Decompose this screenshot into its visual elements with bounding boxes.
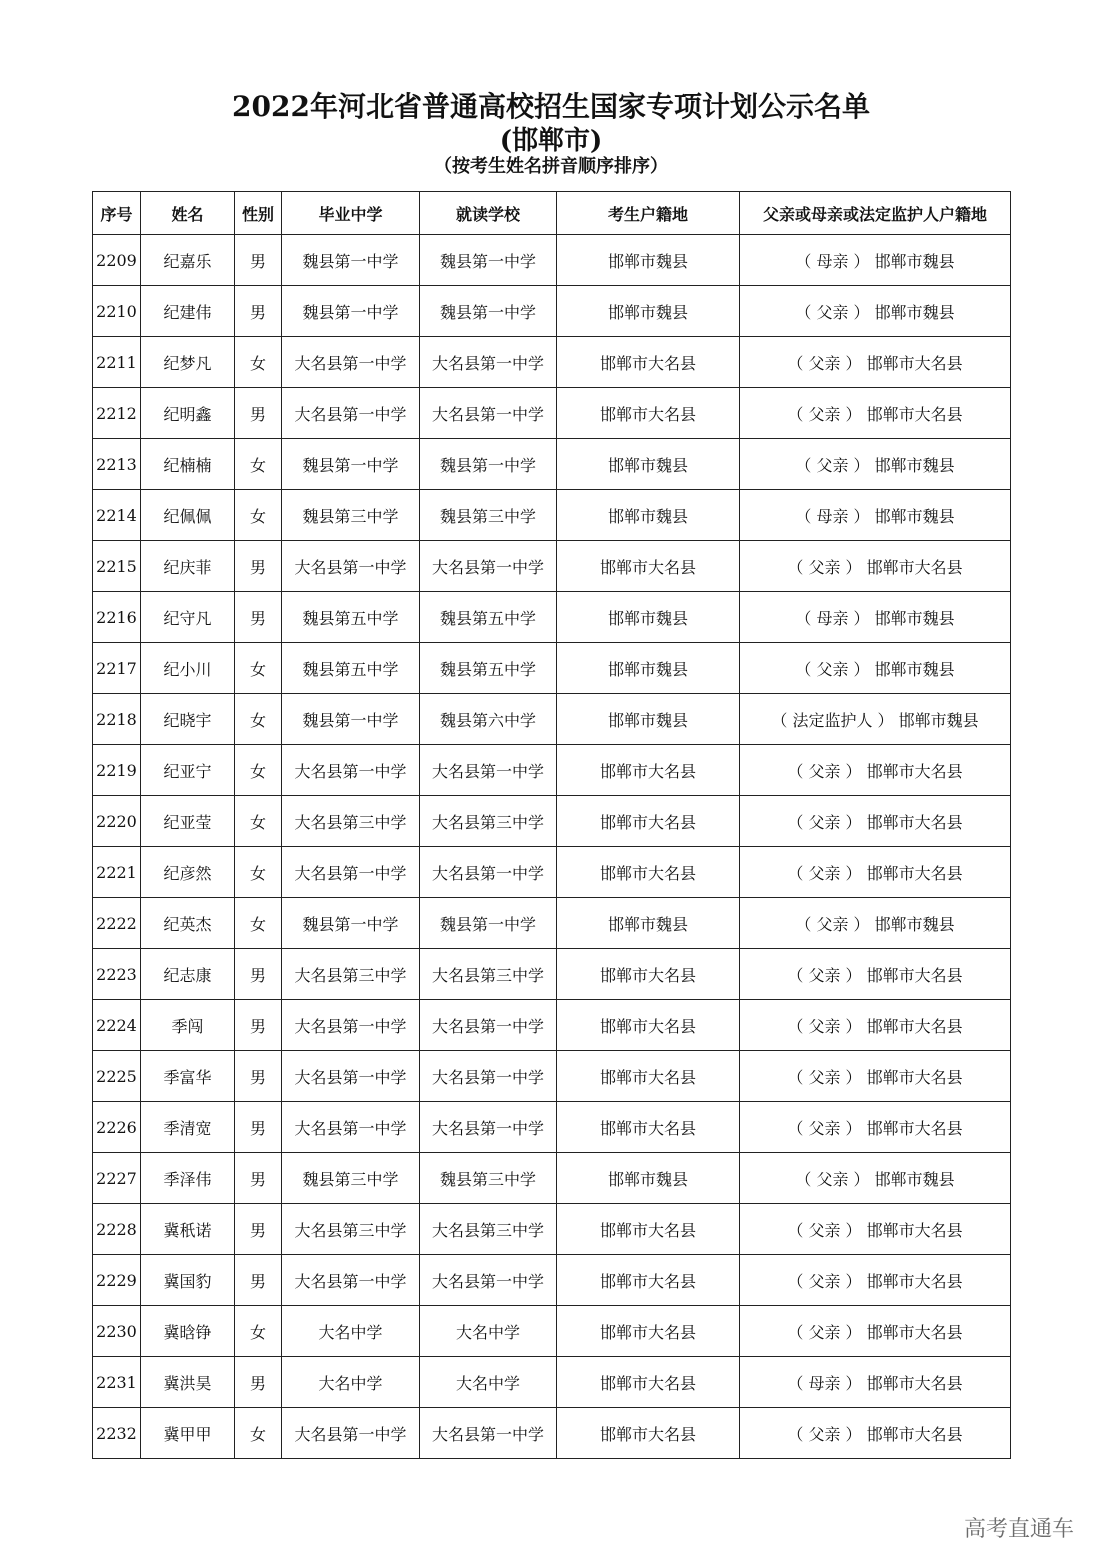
cell-index: 2225 — [93, 1051, 141, 1102]
cell-name: 纪亚莹 — [141, 796, 235, 847]
cell-index: 2210 — [93, 286, 141, 337]
cell-gender: 女 — [235, 694, 282, 745]
cell-graduated-school: 魏县第三中学 — [282, 1153, 420, 1204]
table-row — [93, 286, 1011, 337]
cell-graduated-school: 魏县第五中学 — [282, 592, 420, 643]
cell-gender: 男 — [235, 949, 282, 1000]
cell-index: 2215 — [93, 541, 141, 592]
cell-current-school: 魏县第六中学 — [420, 694, 557, 745]
cell-guardian-residence: （ 母亲 ） 邯郸市魏县 — [740, 592, 1011, 643]
cell-graduated-school: 大名县第一中学 — [282, 388, 420, 439]
cell-name: 纪嘉乐 — [141, 235, 235, 286]
cell-gender: 男 — [235, 1153, 282, 1204]
cell-gender: 女 — [235, 1306, 282, 1357]
cell-student-residence: 邯郸市魏县 — [557, 694, 740, 745]
cell-name: 季清宽 — [141, 1102, 235, 1153]
table-row — [93, 745, 1011, 796]
cell-student-residence: 邯郸市大名县 — [557, 1306, 740, 1357]
table-row — [93, 796, 1011, 847]
cell-graduated-school: 魏县第五中学 — [282, 643, 420, 694]
cell-graduated-school: 大名中学 — [282, 1306, 420, 1357]
cell-guardian-residence: （ 父亲 ） 邯郸市魏县 — [740, 1153, 1011, 1204]
cell-graduated-school: 大名中学 — [282, 1357, 420, 1408]
header-graduated-school: 毕业中学 — [282, 192, 420, 235]
cell-index: 2220 — [93, 796, 141, 847]
cell-gender: 男 — [235, 1000, 282, 1051]
cell-gender: 女 — [235, 796, 282, 847]
cell-graduated-school: 魏县第一中学 — [282, 694, 420, 745]
cell-guardian-residence: （ 父亲 ） 邯郸市大名县 — [740, 949, 1011, 1000]
cell-name: 纪庆菲 — [141, 541, 235, 592]
cell-index: 2224 — [93, 1000, 141, 1051]
cell-current-school: 大名县第一中学 — [420, 1255, 557, 1306]
cell-student-residence: 邯郸市魏县 — [557, 490, 740, 541]
cell-name: 纪英杰 — [141, 898, 235, 949]
cell-gender: 女 — [235, 898, 282, 949]
cell-name: 冀秖诺 — [141, 1204, 235, 1255]
cell-graduated-school: 大名县第一中学 — [282, 847, 420, 898]
table-row — [93, 1255, 1011, 1306]
cell-guardian-residence: （ 母亲 ） 邯郸市魏县 — [740, 490, 1011, 541]
cell-index: 2214 — [93, 490, 141, 541]
cell-graduated-school: 大名县第一中学 — [282, 541, 420, 592]
cell-student-residence: 邯郸市魏县 — [557, 286, 740, 337]
cell-current-school: 大名县第一中学 — [420, 337, 557, 388]
cell-gender: 女 — [235, 439, 282, 490]
watermark: 高考直通车 — [963, 1517, 1074, 1542]
table-body — [93, 235, 1011, 1459]
cell-current-school: 大名县第三中学 — [420, 1204, 557, 1255]
cell-current-school: 大名县第一中学 — [420, 1408, 557, 1459]
cell-graduated-school: 魏县第三中学 — [282, 490, 420, 541]
cell-index: 2213 — [93, 439, 141, 490]
cell-index: 2229 — [93, 1255, 141, 1306]
cell-index: 2226 — [93, 1102, 141, 1153]
cell-graduated-school: 魏县第一中学 — [282, 235, 420, 286]
cell-current-school: 魏县第一中学 — [420, 898, 557, 949]
cell-guardian-residence: （ 父亲 ） 邯郸市大名县 — [740, 1255, 1011, 1306]
cell-student-residence: 邯郸市魏县 — [557, 898, 740, 949]
cell-gender: 男 — [235, 286, 282, 337]
cell-index: 2212 — [93, 388, 141, 439]
cell-graduated-school: 大名县第一中学 — [282, 1102, 420, 1153]
cell-index: 2211 — [93, 337, 141, 388]
cell-student-residence: 邯郸市魏县 — [557, 1153, 740, 1204]
cell-gender: 女 — [235, 745, 282, 796]
cell-student-residence: 邯郸市大名县 — [557, 796, 740, 847]
header-current-school: 就读学校 — [420, 192, 557, 235]
cell-student-residence: 邯郸市大名县 — [557, 1051, 740, 1102]
cell-student-residence: 邯郸市大名县 — [557, 1408, 740, 1459]
table-row — [93, 490, 1011, 541]
cell-student-residence: 邯郸市大名县 — [557, 1357, 740, 1408]
cell-graduated-school: 大名县第一中学 — [282, 337, 420, 388]
cell-index: 2217 — [93, 643, 141, 694]
cell-guardian-residence: （ 父亲 ） 邯郸市大名县 — [740, 1306, 1011, 1357]
cell-current-school: 大名中学 — [420, 1306, 557, 1357]
cell-gender: 女 — [235, 490, 282, 541]
cell-name: 纪彦然 — [141, 847, 235, 898]
cell-graduated-school: 魏县第一中学 — [282, 898, 420, 949]
cell-name: 纪小川 — [141, 643, 235, 694]
cell-guardian-residence: （ 父亲 ） 邯郸市大名县 — [740, 1102, 1011, 1153]
cell-guardian-residence: （ 父亲 ） 邯郸市大名县 — [740, 388, 1011, 439]
cell-gender: 女 — [235, 337, 282, 388]
cell-guardian-residence: （ 父亲 ） 邯郸市魏县 — [740, 898, 1011, 949]
cell-current-school: 大名县第一中学 — [420, 541, 557, 592]
cell-graduated-school: 大名县第三中学 — [282, 949, 420, 1000]
cell-gender: 男 — [235, 1357, 282, 1408]
cell-current-school: 大名县第一中学 — [420, 1102, 557, 1153]
cell-guardian-residence: （ 父亲 ） 邯郸市魏县 — [740, 643, 1011, 694]
cell-graduated-school: 大名县第一中学 — [282, 1408, 420, 1459]
table-row — [93, 643, 1011, 694]
cell-gender: 男 — [235, 592, 282, 643]
table-row — [93, 1102, 1011, 1153]
cell-name: 纪楠楠 — [141, 439, 235, 490]
cell-student-residence: 邯郸市大名县 — [557, 388, 740, 439]
cell-gender: 男 — [235, 1051, 282, 1102]
cell-name: 纪明鑫 — [141, 388, 235, 439]
cell-current-school: 大名中学 — [420, 1357, 557, 1408]
cell-guardian-residence: （ 父亲 ） 邯郸市魏县 — [740, 439, 1011, 490]
cell-guardian-residence: （ 父亲 ） 邯郸市大名县 — [740, 745, 1011, 796]
cell-guardian-residence: （ 父亲 ） 邯郸市大名县 — [740, 796, 1011, 847]
cell-current-school: 大名县第一中学 — [420, 847, 557, 898]
cell-current-school: 魏县第一中学 — [420, 439, 557, 490]
cell-graduated-school: 大名县第三中学 — [282, 796, 420, 847]
cell-current-school: 魏县第一中学 — [420, 235, 557, 286]
cell-guardian-residence: （ 父亲 ） 邯郸市大名县 — [740, 1204, 1011, 1255]
document-title: 2022年河北省普通高校招生国家专项计划公示名单 — [232, 90, 870, 123]
cell-name: 纪晓宇 — [141, 694, 235, 745]
cell-guardian-residence: （ 母亲 ） 邯郸市魏县 — [740, 235, 1011, 286]
header-guardian-residence: 父亲或母亲或法定监护人户籍地 — [740, 192, 1011, 235]
header-student-residence: 考生户籍地 — [557, 192, 740, 235]
cell-name: 纪建伟 — [141, 286, 235, 337]
cell-index: 2218 — [93, 694, 141, 745]
cell-graduated-school: 大名县第一中学 — [282, 1255, 420, 1306]
cell-current-school: 魏县第五中学 — [420, 643, 557, 694]
table-row — [93, 541, 1011, 592]
cell-index: 2231 — [93, 1357, 141, 1408]
cell-graduated-school: 魏县第一中学 — [282, 286, 420, 337]
cell-gender: 男 — [235, 1102, 282, 1153]
cell-student-residence: 邯郸市魏县 — [557, 643, 740, 694]
cell-guardian-residence: （ 父亲 ） 邯郸市大名县 — [740, 847, 1011, 898]
header-name: 姓名 — [141, 192, 235, 235]
cell-index: 2223 — [93, 949, 141, 1000]
table-row — [93, 847, 1011, 898]
cell-gender: 女 — [235, 643, 282, 694]
roster-table — [92, 191, 1011, 1459]
cell-guardian-residence: （ 法定监护人 ） 邯郸市魏县 — [740, 694, 1011, 745]
cell-student-residence: 邯郸市大名县 — [557, 1000, 740, 1051]
cell-index: 2222 — [93, 898, 141, 949]
table-row — [93, 1306, 1011, 1357]
table-row — [93, 388, 1011, 439]
cell-name: 季富华 — [141, 1051, 235, 1102]
cell-student-residence: 邯郸市大名县 — [557, 949, 740, 1000]
cell-gender: 女 — [235, 847, 282, 898]
cell-name: 纪佩佩 — [141, 490, 235, 541]
table-row — [93, 1000, 1011, 1051]
cell-current-school: 大名县第三中学 — [420, 949, 557, 1000]
table-row — [93, 1357, 1011, 1408]
cell-guardian-residence: （ 父亲 ） 邯郸市大名县 — [740, 541, 1011, 592]
cell-student-residence: 邯郸市大名县 — [557, 847, 740, 898]
table-row — [93, 592, 1011, 643]
cell-name: 纪梦凡 — [141, 337, 235, 388]
cell-name: 季泽伟 — [141, 1153, 235, 1204]
cell-student-residence: 邯郸市魏县 — [557, 235, 740, 286]
cell-guardian-residence: （ 父亲 ） 邯郸市大名县 — [740, 1408, 1011, 1459]
header-index: 序号 — [93, 192, 141, 235]
cell-gender: 男 — [235, 235, 282, 286]
cell-student-residence: 邯郸市大名县 — [557, 1204, 740, 1255]
cell-current-school: 大名县第一中学 — [420, 745, 557, 796]
cell-index: 2230 — [93, 1306, 141, 1357]
cell-index: 2228 — [93, 1204, 141, 1255]
table-row — [93, 1408, 1011, 1459]
table-row — [93, 235, 1011, 286]
cell-gender: 男 — [235, 388, 282, 439]
cell-name: 纪亚宁 — [141, 745, 235, 796]
cell-graduated-school: 大名县第一中学 — [282, 1000, 420, 1051]
cell-current-school: 魏县第五中学 — [420, 592, 557, 643]
cell-name: 冀甲甲 — [141, 1408, 235, 1459]
cell-guardian-residence: （ 父亲 ） 邯郸市魏县 — [740, 286, 1011, 337]
cell-guardian-residence: （ 父亲 ） 邯郸市大名县 — [740, 337, 1011, 388]
cell-gender: 男 — [235, 541, 282, 592]
cell-index: 2216 — [93, 592, 141, 643]
cell-current-school: 大名县第一中学 — [420, 1000, 557, 1051]
cell-student-residence: 邯郸市大名县 — [557, 745, 740, 796]
cell-name: 冀洪昊 — [141, 1357, 235, 1408]
cell-current-school: 大名县第三中学 — [420, 796, 557, 847]
cell-graduated-school: 大名县第一中学 — [282, 1051, 420, 1102]
cell-student-residence: 邯郸市大名县 — [557, 1102, 740, 1153]
cell-guardian-residence: （ 父亲 ） 邯郸市大名县 — [740, 1000, 1011, 1051]
cell-student-residence: 邯郸市大名县 — [557, 337, 740, 388]
cell-name: 纪志康 — [141, 949, 235, 1000]
cell-index: 2227 — [93, 1153, 141, 1204]
table-row — [93, 898, 1011, 949]
cell-student-residence: 邯郸市魏县 — [557, 439, 740, 490]
cell-name: 冀晗铮 — [141, 1306, 235, 1357]
cell-index: 2209 — [93, 235, 141, 286]
cell-guardian-residence: （ 父亲 ） 邯郸市大名县 — [740, 1051, 1011, 1102]
cell-index: 2221 — [93, 847, 141, 898]
cell-current-school: 魏县第一中学 — [420, 286, 557, 337]
table-row — [93, 1051, 1011, 1102]
cell-student-residence: 邯郸市大名县 — [557, 541, 740, 592]
cell-index: 2232 — [93, 1408, 141, 1459]
table-row — [93, 1153, 1011, 1204]
cell-gender: 女 — [235, 1408, 282, 1459]
cell-current-school: 大名县第一中学 — [420, 388, 557, 439]
cell-name: 季闯 — [141, 1000, 235, 1051]
cell-name: 纪守凡 — [141, 592, 235, 643]
cell-current-school: 魏县第三中学 — [420, 1153, 557, 1204]
document-city: (邯郸市) — [499, 126, 603, 156]
cell-gender: 男 — [235, 1255, 282, 1306]
table-row — [93, 949, 1011, 1000]
table-row — [93, 1204, 1011, 1255]
cell-student-residence: 邯郸市魏县 — [557, 592, 740, 643]
cell-graduated-school: 魏县第一中学 — [282, 439, 420, 490]
sort-note: （按考生姓名拼音顺序排序） — [434, 156, 668, 177]
table-row — [93, 337, 1011, 388]
cell-graduated-school: 大名县第三中学 — [282, 1204, 420, 1255]
cell-student-residence: 邯郸市大名县 — [557, 1255, 740, 1306]
cell-graduated-school: 大名县第一中学 — [282, 745, 420, 796]
cell-gender: 男 — [235, 1204, 282, 1255]
cell-index: 2219 — [93, 745, 141, 796]
cell-current-school: 大名县第一中学 — [420, 1051, 557, 1102]
cell-guardian-residence: （ 母亲 ） 邯郸市大名县 — [740, 1357, 1011, 1408]
header-gender: 性别 — [235, 192, 282, 235]
cell-name: 冀国豹 — [141, 1255, 235, 1306]
table-header-row — [93, 192, 1011, 235]
table-row — [93, 439, 1011, 490]
cell-current-school: 魏县第三中学 — [420, 490, 557, 541]
table-row — [93, 694, 1011, 745]
